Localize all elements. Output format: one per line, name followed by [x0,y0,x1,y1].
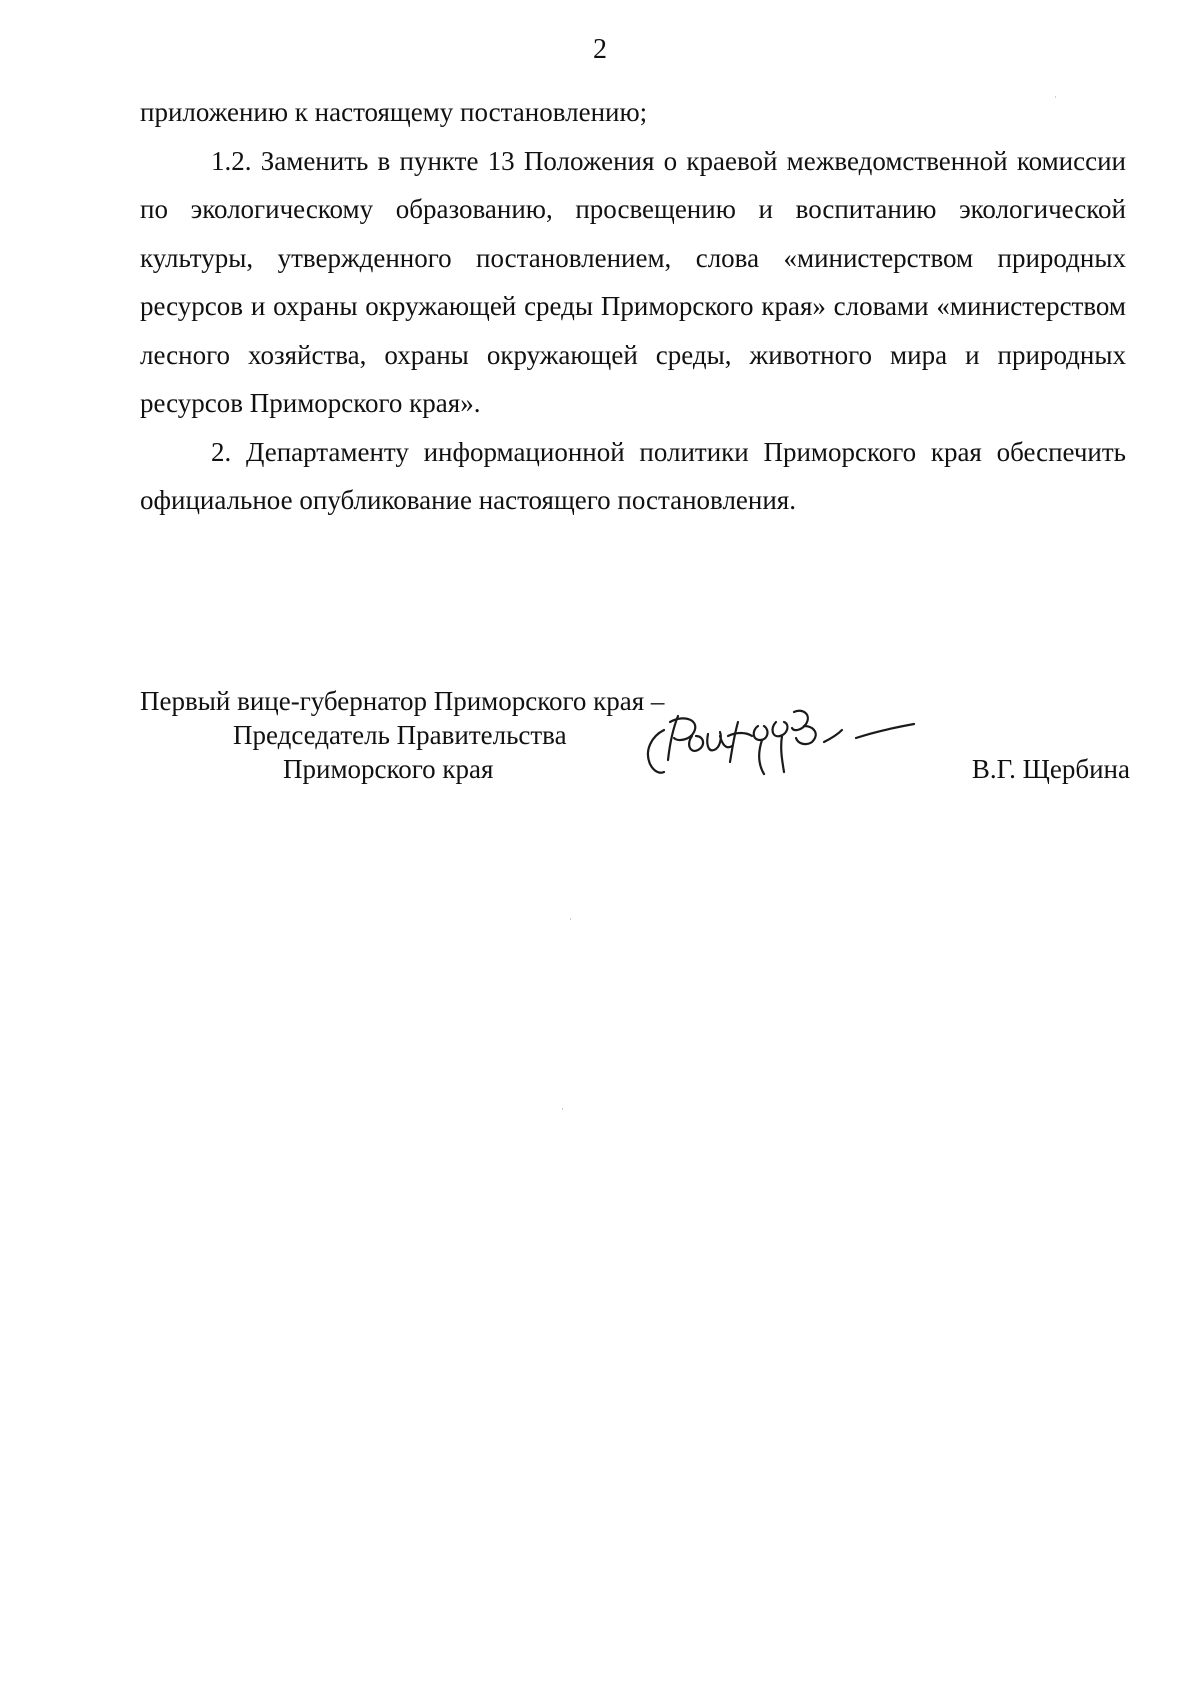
signatory-name: В.Г. Щербина [971,754,1130,784]
signatory-position-line-2: Председатель Правительства [233,720,567,750]
handwritten-signature [634,692,944,792]
scan-speck [570,918,571,920]
scan-speck [562,1108,563,1110]
signatory-position-line-3: Приморского края [283,754,494,784]
signature-block [140,684,1130,804]
page-number: 2 [593,34,607,65]
paragraph-continuation: приложению к настоящему постановлению; [140,97,648,127]
paragraph-1-2: 1.2. Заменить в пункте 13 Положения о краевой межведомственной комиссии по экологическому образованию, просвещению и воспитанию экологической культуры, утвержденного постановлением, слова «министерством природных ресурсов и охраны окружающей среды Приморского края» словами «министерством лесного хозяйства, охраны окружающей среды, животного мира и природных ресурсов Приморского края». [140,145,1126,418]
document-body [140,88,1126,525]
scan-speck [1055,96,1056,98]
paragraph-2: 2. Департаменту информационной политики Приморского края обеспечить официальное опубликование настоящего постановления. [140,436,1126,515]
signatory-position-line-1: Первый вице-губернатор Приморского края – [140,686,665,716]
